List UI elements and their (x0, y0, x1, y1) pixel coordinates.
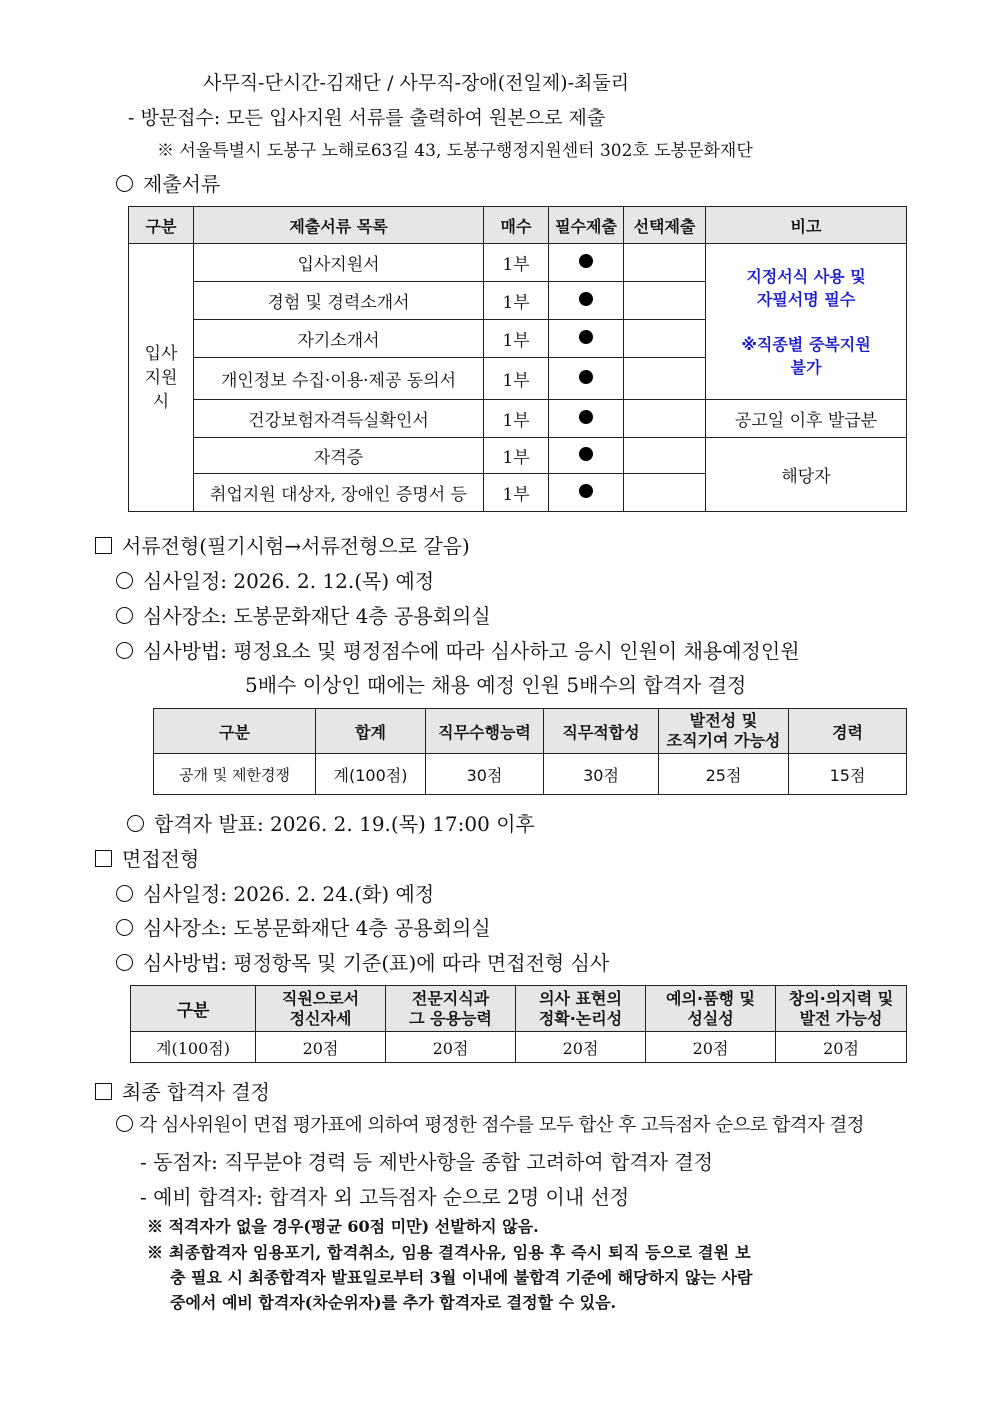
doc-count: 1부 (484, 400, 549, 438)
required-dot-icon (579, 254, 593, 268)
col-header: 예의·품행 및 성실성 (646, 986, 776, 1032)
doc-screening-method: 심사방법: 평정요소 및 평정점수에 따라 심사하고 응시 인원이 채용예정인원 (116, 635, 800, 664)
circle-bullet-icon (116, 572, 133, 589)
doc-screening-place: 심사장소: 도봉문화재단 4층 공용회의실 (116, 600, 491, 629)
interview-place: 심사장소: 도봉문화재단 4층 공용회의실 (116, 912, 491, 941)
required-dot-icon (579, 370, 593, 384)
col-header: 전문지식과 그 응용능력 (386, 986, 516, 1032)
doc-name: 취업지원 대상자, 장애인 증명서 등 (194, 474, 484, 512)
table-cell: 20점 (516, 1032, 646, 1063)
col-header: 직무수행능력 (426, 709, 544, 754)
table-row (129, 400, 907, 438)
col-header: 경력 (789, 709, 907, 754)
note-issue-date: 공고일 이후 발급분 (706, 400, 907, 438)
circle-bullet-icon (116, 175, 133, 192)
col-header: 선택제출 (624, 207, 706, 244)
table-header-row (131, 986, 907, 1032)
table-row (154, 754, 907, 795)
col-header: 의사 표현의 정확·논리성 (516, 986, 646, 1032)
required-dot-icon (579, 292, 593, 306)
table-cell: 계(100점) (316, 754, 426, 795)
required-dot-icon (579, 484, 593, 498)
col-header: 구분 (154, 709, 316, 754)
docs-section-heading: 제출서류 (116, 168, 220, 197)
doc-screening-method-cont: 5배수 이상인 때에는 채용 예정 인원 5배수의 합격자 결정 (245, 673, 747, 697)
interview-score-table (130, 985, 907, 1063)
circle-bullet-icon (116, 607, 133, 624)
square-bullet-icon (95, 537, 112, 554)
table-header-row (129, 207, 907, 244)
interview-schedule: 심사일정: 2026. 2. 24.(화) 예정 (116, 878, 434, 907)
reserve-note-line3: 중에서 예비 합격자(차순위자)를 추가 합격자로 결정할 수 있음. (170, 1293, 617, 1312)
circle-bullet-icon (116, 642, 133, 659)
visit-submission-line: - 방문접수: 모든 입사지원 서류를 출력하여 원본으로 제출 (128, 107, 606, 129)
col-header: 발전성 및 조직기여 가능성 (659, 709, 789, 754)
reserve-note-line2: 충 필요 시 최종합격자 발표일로부터 3월 이내에 불합격 기준에 해당하지 않는 사람 (170, 1268, 753, 1287)
circle-bullet-icon (116, 885, 133, 902)
doc-count: 1부 (484, 282, 549, 320)
circle-bullet-icon (127, 815, 144, 832)
table-cell: 20점 (386, 1032, 516, 1063)
doc-count: 1부 (484, 438, 549, 474)
col-header: 매수 (484, 207, 549, 244)
col-header: 구분 (131, 986, 256, 1032)
final-heading: 최종 합격자 결정 (95, 1076, 270, 1105)
table-cell: 20점 (776, 1032, 907, 1063)
table-cell: 계(100점) (131, 1032, 256, 1063)
table-row (129, 438, 907, 474)
interview-heading: 면접전형 (95, 843, 199, 872)
col-header: 직원으로서 정신자세 (256, 986, 386, 1032)
col-header: 창의·의지력 및 발전 가능성 (776, 986, 907, 1032)
doc-name: 자기소개서 (194, 320, 484, 358)
circle-bullet-icon (116, 1115, 133, 1132)
doc-name: 건강보험자격득실확인서 (194, 400, 484, 438)
interview-method: 심사방법: 평정항목 및 기준(표)에 따라 면접전형 심사 (116, 947, 609, 976)
table-cell: 공개 및 제한경쟁 (154, 754, 316, 795)
no-qualified-note: ※ 적격자가 없을 경우(평균 60점 미만) 선발하지 않음. (147, 1217, 539, 1236)
address-note: ※ 서울특별시 도봉구 노해로63길 43, 도봉구행정지원센터 302호 도봉문화재단 (157, 141, 753, 161)
col-header: 합계 (316, 709, 426, 754)
submission-docs-table (128, 206, 907, 512)
note-form-signature: 지정서식 사용 및 자필서명 필수 ※직종별 중복지원 불가 (706, 244, 907, 400)
table-cell: 30점 (544, 754, 659, 795)
required-dot-icon (579, 447, 593, 461)
required-dot-icon (579, 330, 593, 344)
square-bullet-icon (95, 850, 112, 867)
result-announcement: 합격자 발표: 2026. 2. 19.(목) 17:00 이후 (127, 808, 535, 837)
doc-screening-schedule: 심사일정: 2026. 2. 12.(목) 예정 (116, 565, 434, 594)
table-cell: 25점 (659, 754, 789, 795)
group-label: 입사 지원 시 (129, 244, 194, 512)
circle-bullet-icon (116, 919, 133, 936)
doc-count: 1부 (484, 320, 549, 358)
table-cell: 20점 (256, 1032, 386, 1063)
col-header: 제출서류 목록 (194, 207, 484, 244)
doc-count: 1부 (484, 244, 549, 282)
table-cell: 30점 (426, 754, 544, 795)
doc-screening-heading: 서류전형(필기시험→서류전형으로 갈음) (95, 530, 470, 559)
reserve-rule-line: - 예비 합격자: 합격자 외 고득점자 순으로 2명 이내 선정 (140, 1185, 630, 1209)
col-header: 구분 (129, 207, 194, 244)
table-row (129, 244, 907, 282)
doc-count: 1부 (484, 474, 549, 512)
reserve-note-line1: ※ 최종합격자 임용포기, 합격취소, 임용 결격사유, 임용 후 즉시 퇴직 등으로 결원 보 (147, 1243, 751, 1262)
table-cell: 15점 (789, 754, 907, 795)
required-dot-icon (579, 410, 593, 424)
doc-screening-score-table (153, 708, 907, 795)
tie-rule-line: - 동점자: 직무분야 경력 등 제반사항을 종합 고려하여 합격자 결정 (140, 1150, 714, 1174)
job-titles-line: 사무직-단시간-김재단 / 사무직-장애(전일제)-최둘리 (203, 72, 630, 94)
col-header: 필수제출 (549, 207, 624, 244)
table-header-row (154, 709, 907, 754)
doc-name: 입사지원서 (194, 244, 484, 282)
final-rule-line: 각 심사위원이 면접 평가표에 의하여 평정한 점수를 모두 합산 후 고득점자 순으로 합격자 결정 (116, 1111, 864, 1137)
table-row (131, 1032, 907, 1063)
circle-bullet-icon (116, 954, 133, 971)
doc-name: 경험 및 경력소개서 (194, 282, 484, 320)
square-bullet-icon (95, 1083, 112, 1100)
col-header: 직무적합성 (544, 709, 659, 754)
table-cell: 20점 (646, 1032, 776, 1063)
doc-name: 자격증 (194, 438, 484, 474)
col-header: 비고 (706, 207, 907, 244)
doc-name: 개인정보 수집·이용·제공 동의서 (194, 358, 484, 400)
note-applicable: 해당자 (706, 438, 907, 512)
doc-count: 1부 (484, 358, 549, 400)
